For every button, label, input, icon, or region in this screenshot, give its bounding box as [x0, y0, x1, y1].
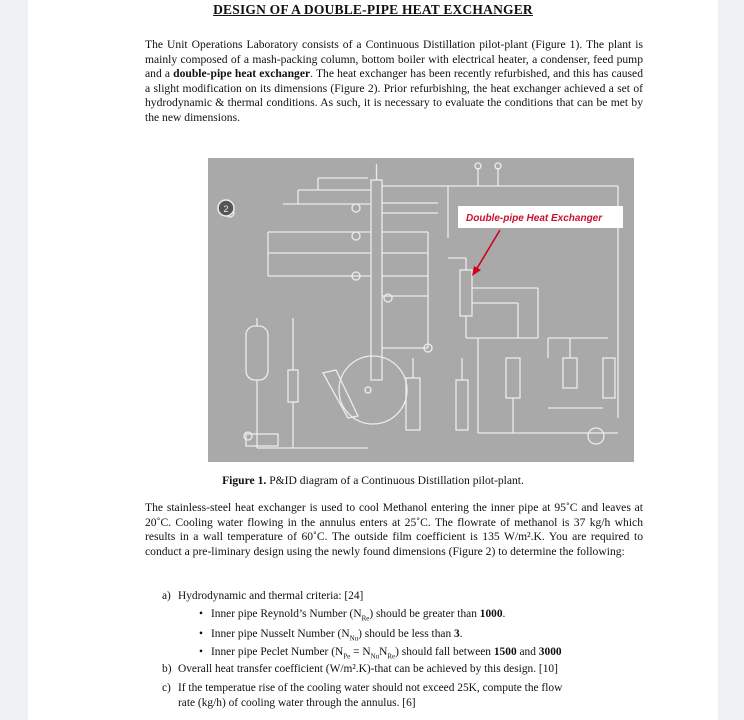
bullet-dot: • — [199, 628, 203, 640]
figure-marker-text: 2 — [223, 204, 229, 214]
figure-caption — [28, 474, 718, 487]
bullet-dot: • — [199, 646, 203, 658]
feed-tank — [246, 326, 268, 380]
pid-diagram-figure — [208, 158, 634, 462]
heater-element — [323, 370, 358, 418]
intro-text-1: The Unit Operations Laboratory consists of a Continuous Distillation pilot-plant (Figure 1). The plant is mainly composed of a mash-packing column, bottom boiler with electrical heater, a condenser, feed pump and a — [145, 38, 643, 81]
callout-arrow-head — [472, 266, 481, 276]
document-page — [28, 0, 718, 720]
callout-label: Double-pipe Heat Exchanger — [466, 213, 603, 224]
distillation-column — [371, 180, 382, 380]
question-a: a) Hydrodynamic and thermal criteria: [24] — [162, 590, 364, 602]
intro-text-2: . The heat exchanger has been recently refurbished, and this has caused a slight modification on its dimensions (Figure 2). Prior refurbishing, the heat exchanger achieved a set of hydrodynamic & thermal conditions. As such, it is necessary to evaluate the conditions that can be met by the new dimensions. — [145, 67, 643, 124]
question-b: b) Overall heat transfer coefficient (W/m².K)-that can be achieved by this design. [10] — [162, 663, 558, 675]
caption-label: Figure 1. — [222, 474, 267, 487]
intro-bold-term: double-pipe heat exchanger — [173, 67, 311, 81]
page-title: DESIGN OF A DOUBLE-PIPE HEAT EXCHANGER — [213, 2, 533, 17]
intro-paragraph — [145, 38, 643, 126]
caption-text: P&ID diagram of a Continuous Distillation pilot-plant. — [269, 474, 524, 487]
bullet-reynolds: • Inner pipe Reynold’s Number $(N_{Re})$ should be greater than 1000. — [199, 608, 506, 623]
problem-paragraph: The stainless-steel heat exchanger is used to cool Methanol entering the inner pipe at 95˚C and leaves at 20˚C. Cooling water flowing in the annulus enters at 25˚C. The flowrate of methanol is 37 kg/h which results in a wall temperature of 60˚C. The outside film coefficient is 135 W/m².K. You are required to conduct a pre-liminary design using the newly found dimensions (Figure 2) to determine the following: — [145, 501, 643, 558]
bullet-nusselt: • Inner pipe Nusselt Number $(N_{Nu})$ should be less than 3. — [199, 628, 463, 643]
heat-exchanger-unit — [460, 270, 472, 316]
bullet-peclet: • Inner pipe Peclet Number $(N_{Pe} = N_{Nu}N_{Re})$ should fall between 1500 and 3000 — [199, 646, 562, 661]
pump-symbol — [588, 428, 604, 444]
question-c: c) If the temperatue rise of the cooling water should not exceed 25K, compute the flow rate (kg/h) of cooling water through the annulus. [6] — [162, 682, 563, 709]
bullet-dot: • — [199, 608, 203, 620]
pid-diagram — [208, 158, 634, 462]
reboiler-vessel — [339, 356, 407, 424]
callout-arrow — [476, 230, 500, 270]
